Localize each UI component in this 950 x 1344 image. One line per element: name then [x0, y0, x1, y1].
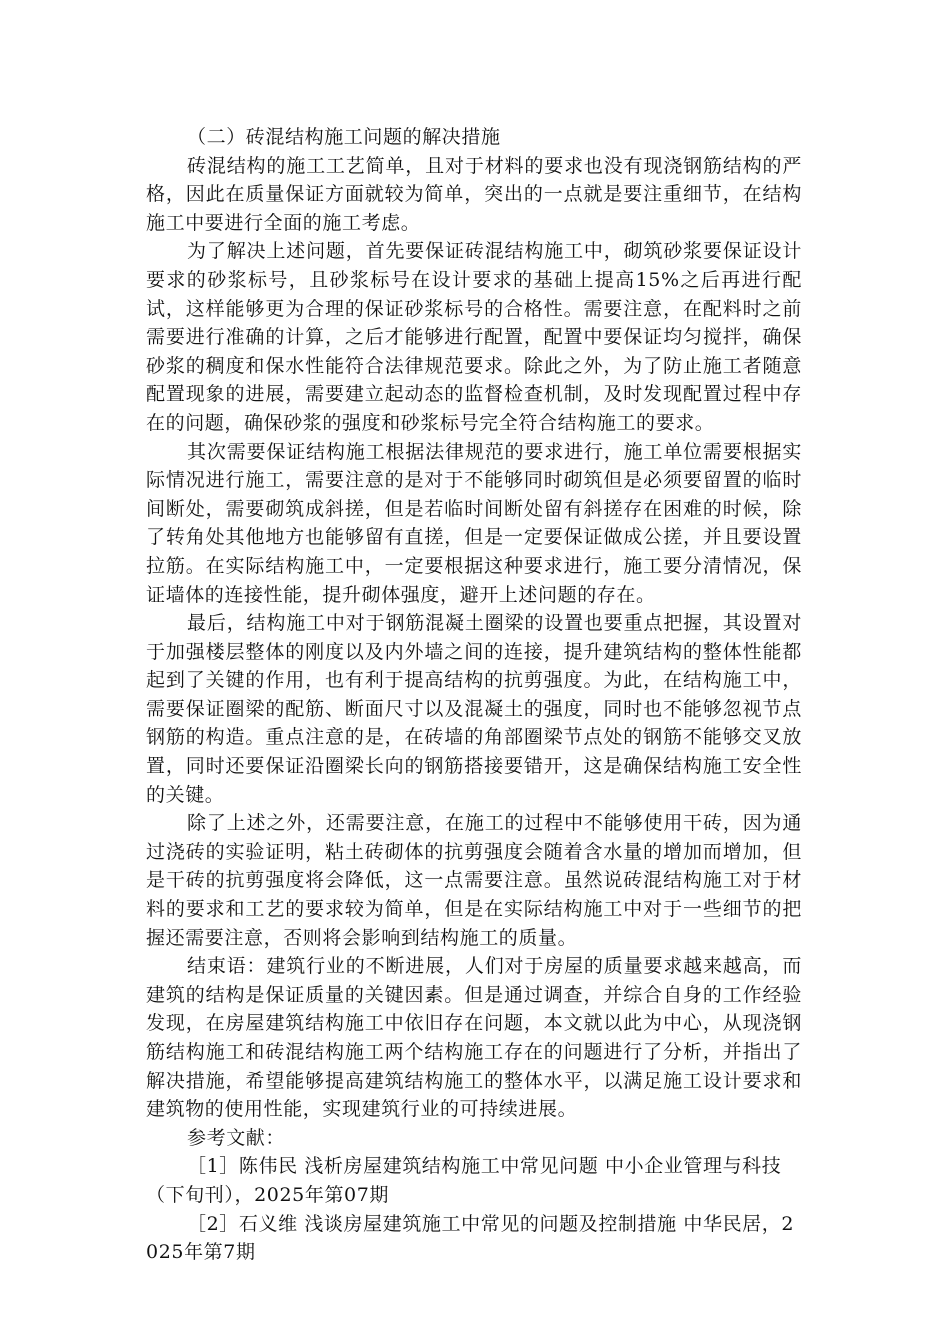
reference-item-1: ［1］陈伟民 浅析房屋建筑结构施工中常见问题 中小企业管理与科技（下旬刊），2025年第07期 — [146, 1155, 782, 1206]
paragraph-dry-brick: 除了上述之外，还需要注意，在施工的过程中不能够使用干砖，因为通过浇砖的实验证明，粘土砖砌体的抗剪强度会随着含水量的增加而增加，但是干砖的抗剪强度将会降低，这一点需要注意。虽然说砖混结构施工对于材料的要求和工艺的要求较为简单，但是在实际结构施工中对于一些细节的把握还需要注意，否则将会影响到结构施工的质量。 — [146, 812, 802, 949]
paragraph-intro: 砖混结构的施工工艺简单，且对于材料的要求也没有现浇钢筋结构的严格，因此在质量保证方面就较为简单，突出的一点就是要注重细节，在结构施工中要进行全面的施工考虑。 — [146, 154, 802, 234]
reference-item-2: ［2］石义维 浅谈房屋建筑施工中常见的问题及控制措施 中华民居，2025年第7期 — [146, 1212, 795, 1264]
paragraph-joints: 其次需要保证结构施工根据法律规范的要求进行，施工单位需要根据实际情况进行施工，需要注意的是对于不能够同时砌筑但是必须要留置的临时间断处，需要砌筑成斜搓，但是若临时间断处留有斜搓存在困难的时候，除了转角处其他地方也能够留有直搓，但是一定要保证做成公搓，并且要设置拉筋。在实际结构施工中，一定要根据这种要求进行，施工要分清情况，保证墙体的连接性能，提升砌体强度，避开上述问题的存在。 — [146, 440, 802, 606]
references-heading: 参考文献： — [187, 1126, 286, 1149]
paragraph-conclusion: 结束语：建筑行业的不断进展，人们对于房屋的质量要求越来越高，而建筑的结构是保证质量的关键因素。但是通过调查，并综合自身的工作经验发现，在房屋建筑结构施工中依旧存在问题，本文就以此为中心，从现浇钢筋结构施工和砖混结构施工两个结构施工存在的问题进行了分析，并指出了解决措施，希望能够提高建筑结构施工的整体水平，以满足施工设计要求和建筑物的使用性能，实现建筑行业的可持续进展。 — [146, 955, 802, 1121]
section-heading: （二）砖混结构施工问题的解决措施 — [187, 126, 501, 148]
paragraph-mortar: 为了解决上述问题，首先要保证砖混结构施工中，砌筑砂浆要保证设计要求的砂浆标号，且砂浆标号在设计要求的基础上提高15%之后再进行配试，这样能够更为合理的保证砂浆标号的合格性。需要注意，在配料时之前需要进行准确的计算，之后才能够进行配置，配置中要保证均匀搅拌，确保砂浆的稠度和保水性能符合法律规范要求。除此之外，为了防止施工者随意配置现象的进展，需要建立起动态的监督检查机制，及时发现配置过程中存在的问题，确保砂浆的强度和砂浆标号完全符合结构施工的要求。 — [146, 240, 802, 434]
paragraph-ring-beam: 最后，结构施工中对于钢筋混凝土圈梁的设置也要重点把握，其设置对于加强楼层整体的刚度以及内外墙之间的连接，提升建筑结构的整体性能都起到了关键的作用，也有利于提高结构的抗剪强度。为此，在结构施工中，需要保证圈梁的配筋、断面尺寸以及混凝土的强度，同时也不能够忽视节点钢筋的构造。重点注意的是，在砖墙的角部圈梁节点处的钢筋不能够交叉放置，同时还要保证沿圈梁长向的钢筋搭接要错开，这是确保结构施工安全性的关键。 — [146, 612, 802, 806]
document-page — [146, 123, 802, 1267]
